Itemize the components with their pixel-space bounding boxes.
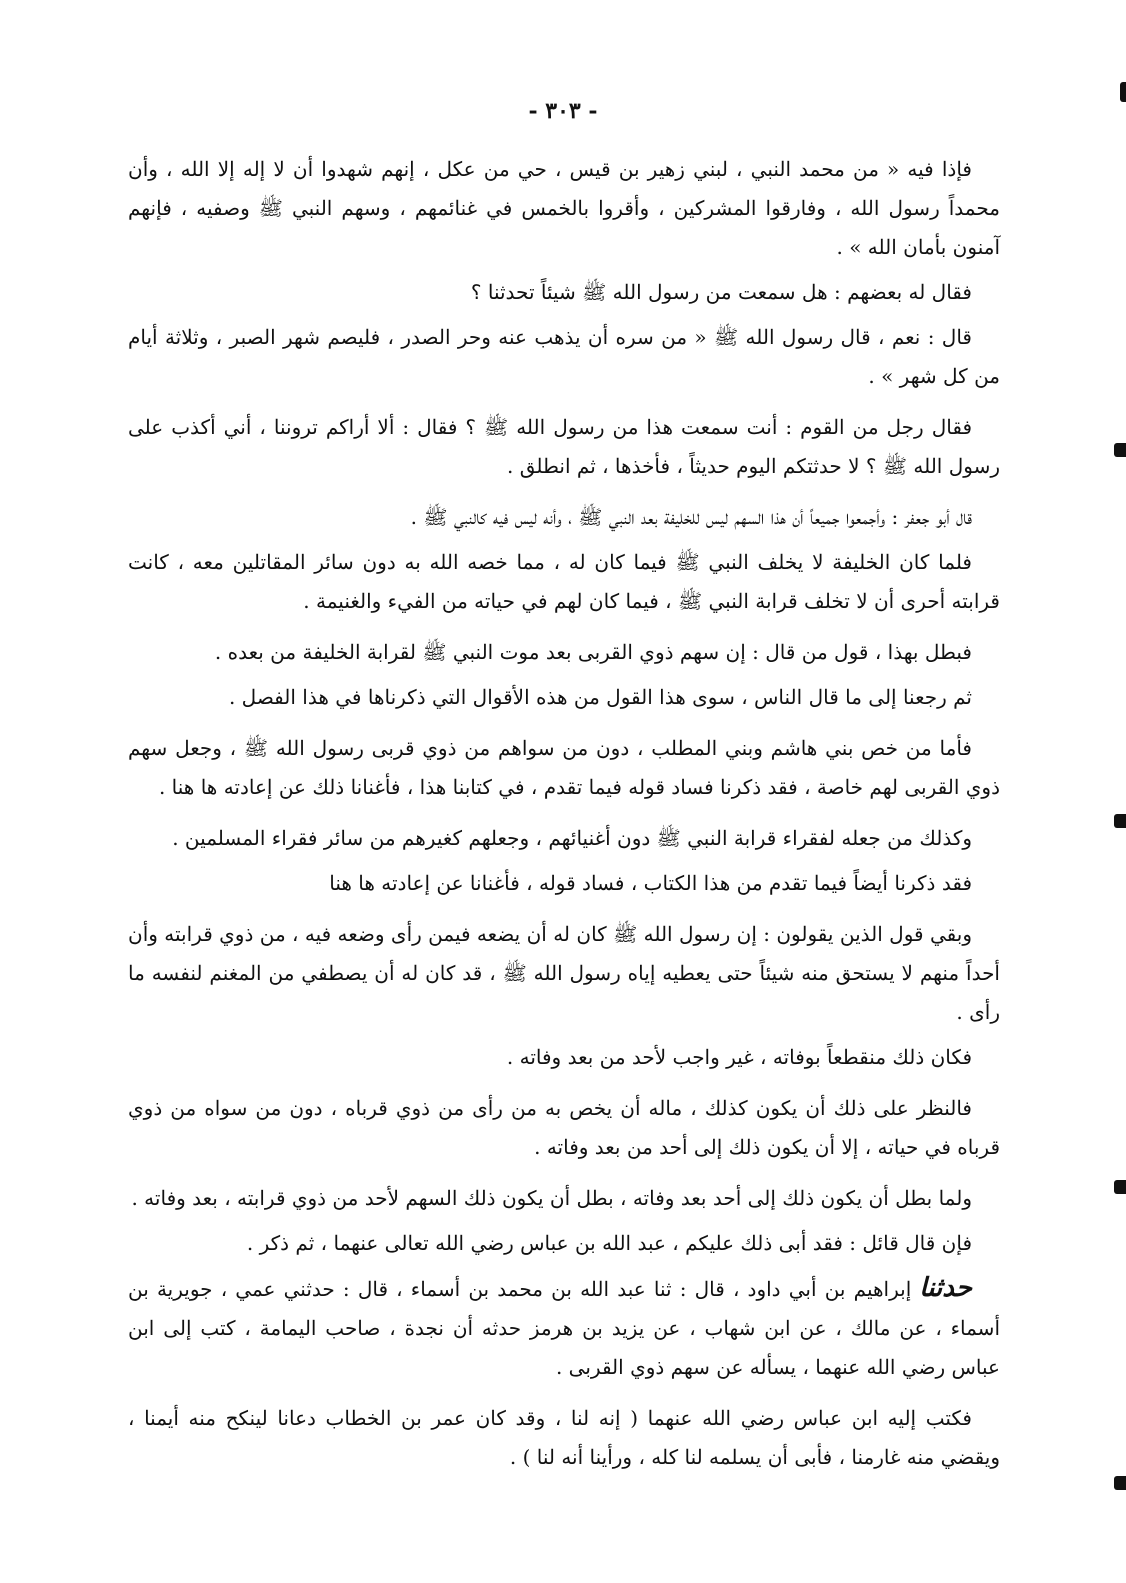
paragraph: فلما كان الخليفة لا يخلف النبي ﷺ فيما كان له ، مما خصه الله به دون سائر المقاتلين معه ، كانت قرابته أحرى أن لا تخلف قرابة النبي ﷺ ، فيما كان لهم في حياته من الفيء والغنيمة .: [128, 550, 1000, 613]
scan-edge-mark: [1120, 82, 1126, 102]
paragraph: وبقي قول الذين يقولون : إن رسول الله ﷺ كان له أن يضعه فيمن رأى وضعه فيه ، من ذوي قرابته وأن أحداً منهم لا يستحق منه شيئاً حتى يعطيه إياه رسول الله ﷺ ، قد كان له أن يصطفي من المغنم لنفسه ما رأى .: [128, 922, 1000, 1024]
paragraph: فإذا فيه « من محمد النبي ، لبني زهير بن قيس ، حي من عكل ، إنهم شهدوا أن لا إله إلا الله ، وأن محمداً رسول الله ، وفارقوا المشركين ، وأقروا بالخمس في غنائمهم ، وسهم النبي ﷺ وصفيه ، فإنهم آمنون بأمان الله » .: [128, 157, 1000, 259]
paragraph: فقد ذكرنا أيضاً فيما تقدم من هذا الكتاب ، فساد قوله ، فأغنانا عن إعادته ها هنا: [329, 871, 972, 895]
paragraph: فأما من خص بني هاشم وبني المطلب ، دون من سواهم من ذوي قربى رسول الله ﷺ ، وجعل سهم ذوي القربى لهم خاصة ، فقد ذكرنا فساد قوله فيما تقدم ، في كتابنا هذا ، فأغنانا ذلك عن إعادته ها هنا .: [128, 736, 1000, 799]
scan-edge-mark: [1114, 1180, 1126, 1194]
paragraph: فالنظر على ذلك أن يكون كذلك ، ماله أن يخص به من رأى من ذوي قرباه ، دون من سواه من ذوي قرباه في حياته ، إلا أن يكون ذلك إلى أحد من بعد وفاته .: [128, 1096, 1000, 1159]
hadith-text: إبراهيم بن أبي داود ، قال : ثنا عبد الله بن محمد بن أسماء ، قال : حدثني عمي ، جويرية بن أسماء ، عن مالك ، عن ابن شهاب ، عن يزيد بن هرمز حدثه أن نجدة ، صاحب اليمامة ، كتب إلى ابن عباس رضي الله عنهما ، يسأله عن سهم ذوي القربى .: [128, 1277, 1000, 1379]
paragraph: فقال له بعضهم : هل سمعت من رسول الله ﷺ شيئاً تحدثنا ؟: [470, 280, 972, 304]
page-number: - ٣٠٣ -: [528, 98, 598, 124]
paragraph: قال أبو جعفر : وأجمعوا جميعاً أن هذا السهم ليس للخليفة بعد النبي ﷺ ، وأنه ليس فيه كالنبي ﷺ .: [410, 505, 972, 529]
paragraph: قال : نعم ، قال رسول الله ﷺ « من سره أن يذهب عنه وحر الصدر ، فليصم شهر الصبر ، وثلاثة أيام من كل شهر » .: [128, 325, 1000, 388]
paragraph: ولما بطل أن يكون ذلك إلى أحد بعد وفاته ، بطل أن يكون ذلك السهم لأحد من ذوي قرابته ، بعد وفاته .: [131, 1186, 972, 1210]
paragraph: ثم رجعنا إلى ما قال الناس ، سوى هذا القول من هذه الأقوال التي ذكرناها في هذا الفصل .: [228, 685, 972, 709]
paragraph: فبطل بهذا ، قول من قال : إن سهم ذوي القربى بعد موت النبي ﷺ لقرابة الخليفة من بعده .: [214, 640, 972, 664]
paragraph: فكان ذلك منقطعاً بوفاته ، غير واجب لأحد من بعد وفاته .: [506, 1045, 972, 1069]
hadith-paragraph: [128, 1269, 1000, 1387]
scan-edge-mark: [1114, 443, 1126, 457]
final-paragraph: فكتب إليه ابن عباس رضي الله عنهما ( إنه لنا ، وقد كان عمر بن الخطاب دعانا لينكح منه أيمنا ، ويقضي منه غارمنا ، فأبى أن يسلمه لنا كله ، ورأينا أنه لنا ) .: [128, 1406, 1000, 1469]
scan-edge-mark: [1114, 1476, 1126, 1490]
hadith-lead: حدثنا: [919, 1273, 972, 1303]
paragraph: فقال رجل من القوم : أنت سمعت هذا من رسول الله ﷺ ؟ فقال : ألا أراكم تروننا ، أني أكذب على رسول الله ﷺ ؟ لا حدثتكم اليوم حديثاً ، فأخذها ، ثم انطلق .: [128, 415, 1000, 478]
main-text: [128, 150, 1000, 1477]
scan-edge-mark: [1114, 814, 1126, 828]
paragraph: فإن قال قائل : فقد أبى ذلك عليكم ، عبد الله بن عباس رضي الله تعالى عنهما ، ثم ذكر .: [246, 1231, 972, 1255]
paragraph: وكذلك من جعله لفقراء قرابة النبي ﷺ دون أغنيائهم ، وجعلهم كغيرهم من سائر فقراء المسلمين .: [172, 826, 972, 850]
